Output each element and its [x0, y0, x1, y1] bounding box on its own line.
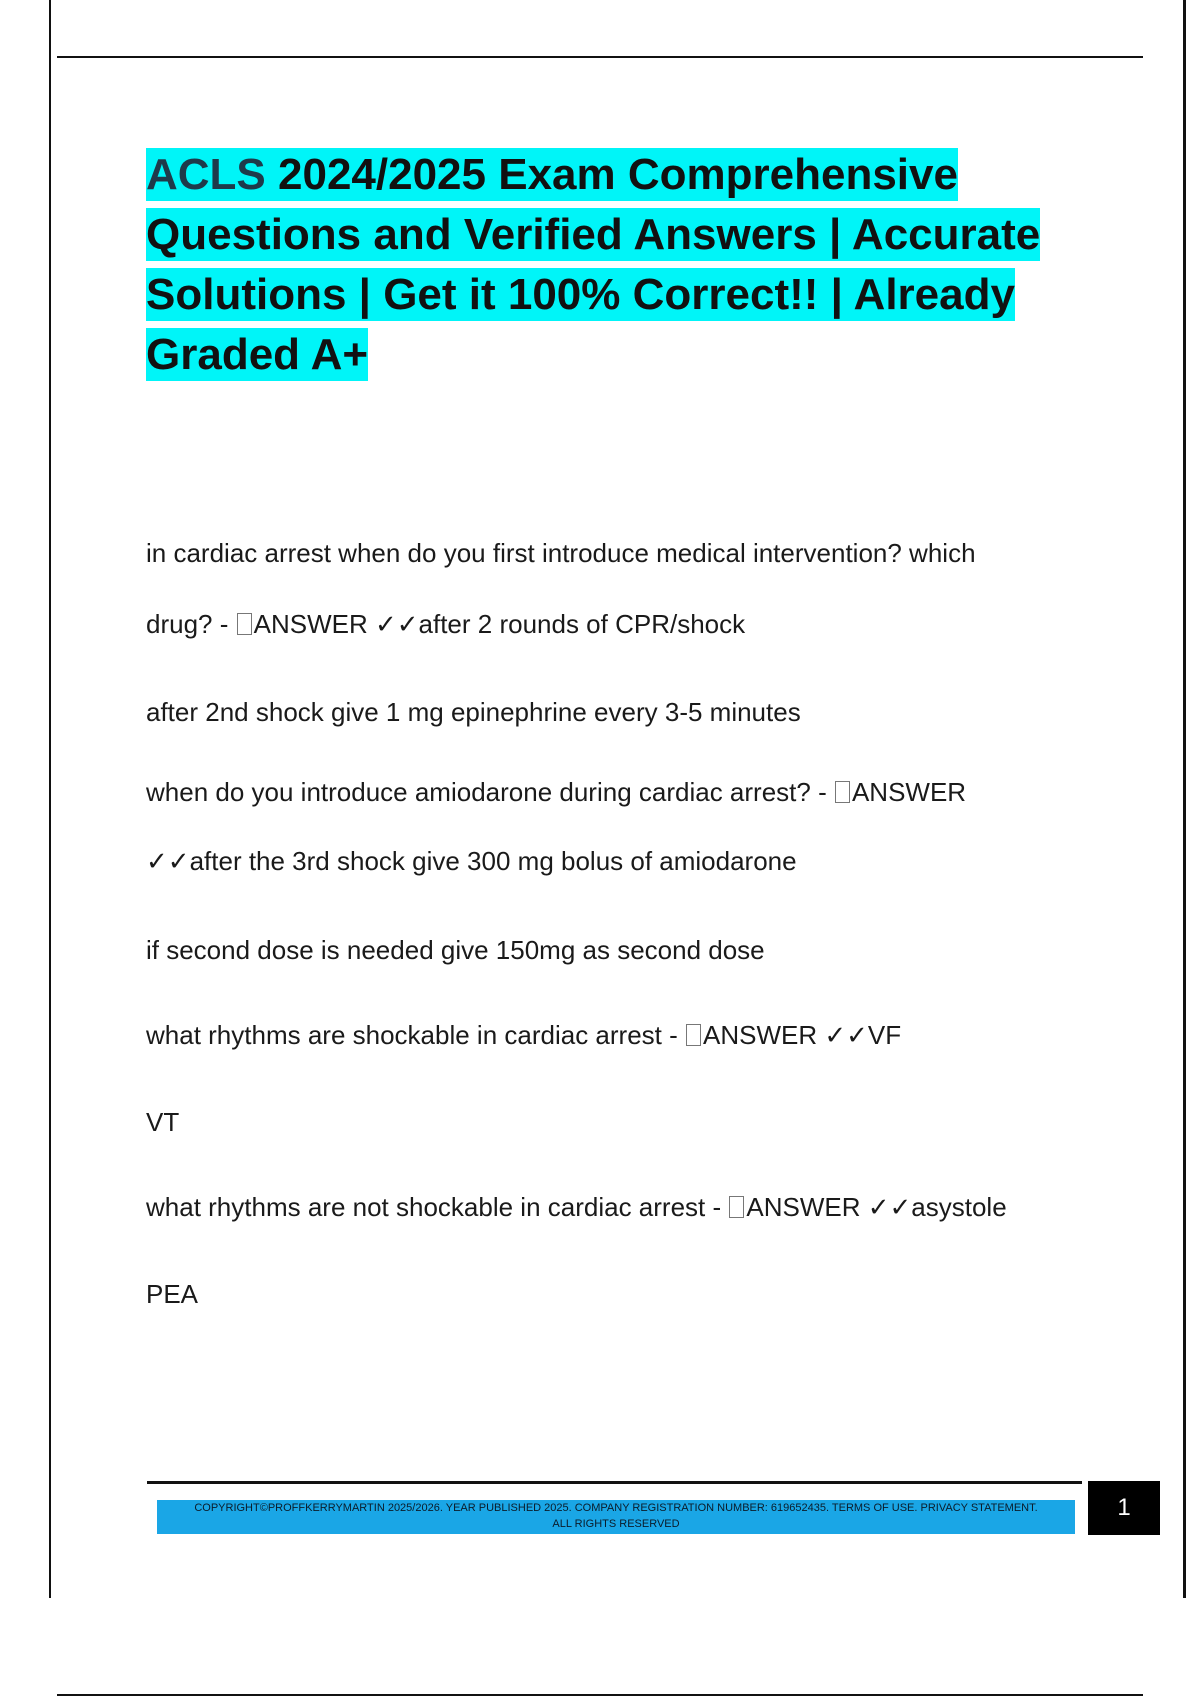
question-4: [146, 1191, 1007, 1223]
title-acls: ACLS: [146, 150, 266, 199]
question-4-text: what rhythms are not shockable in cardiac arrest -: [146, 1192, 729, 1222]
page-border-right: [1183, 0, 1186, 1598]
question-1-line-2: [146, 608, 745, 640]
copyright-footer: [157, 1500, 1075, 1534]
page-number: 1: [1088, 1481, 1160, 1535]
answer-4-detail: PEA: [146, 1279, 199, 1309]
answer-3-detail: VT: [146, 1107, 180, 1137]
answer-2-detail: if second dose is needed give 150mg as second dose: [146, 935, 765, 965]
question-1-line-1: in cardiac arrest when do you first introduce medical intervention? which: [146, 538, 976, 568]
answer-1: ANSWER ✓✓after 2 rounds of CPR/shock: [253, 609, 746, 639]
answer-1-detail: after 2nd shock give 1 mg epinephrine every 3-5 minutes: [146, 697, 801, 727]
question-1-tail: drug? -: [146, 609, 236, 639]
missing-glyph-icon: [835, 781, 850, 803]
missing-glyph-icon: [686, 1024, 701, 1046]
question-3-text: what rhythms are shockable in cardiac arrest -: [146, 1020, 685, 1050]
rights-reserved-text: ALL RIGHTS RESERVED: [552, 1518, 680, 1530]
missing-glyph-icon: [237, 613, 252, 635]
title-rest: 2024/2025 Exam Comprehensive Questions and Verified Answers | Accurate Solutions | Get it 100% Correct!! | Already Graded A+: [146, 150, 1041, 379]
document-title: [146, 145, 1086, 385]
copyright-text: COPYRIGHT©PROFFKERRYMARTIN 2025/2026. YEAR PUBLISHED 2025. COMPANY REGISTRATION NUMBER: 619652435. TERMS OF USE. PRIVACY STATEMENT.: [194, 1502, 1038, 1514]
question-3: [146, 1019, 901, 1051]
header-rule: [57, 56, 1143, 58]
footer-rule: [147, 1481, 1082, 1484]
next-page-rule: [57, 1694, 1143, 1696]
question-2-text: when do you introduce amiodarone during cardiac arrest? -: [146, 777, 834, 807]
answer-2-label: ANSWER: [851, 777, 967, 807]
question-2-line-1: [146, 776, 966, 808]
answer-2: ✓✓after the 3rd shock give 300 mg bolus of amiodarone: [146, 846, 797, 876]
page-border-left: [49, 0, 51, 1598]
answer-3: ANSWER ✓✓VF: [703, 1020, 902, 1050]
answer-4: ANSWER ✓✓asystole: [746, 1192, 1007, 1222]
missing-glyph-icon: [729, 1196, 744, 1218]
